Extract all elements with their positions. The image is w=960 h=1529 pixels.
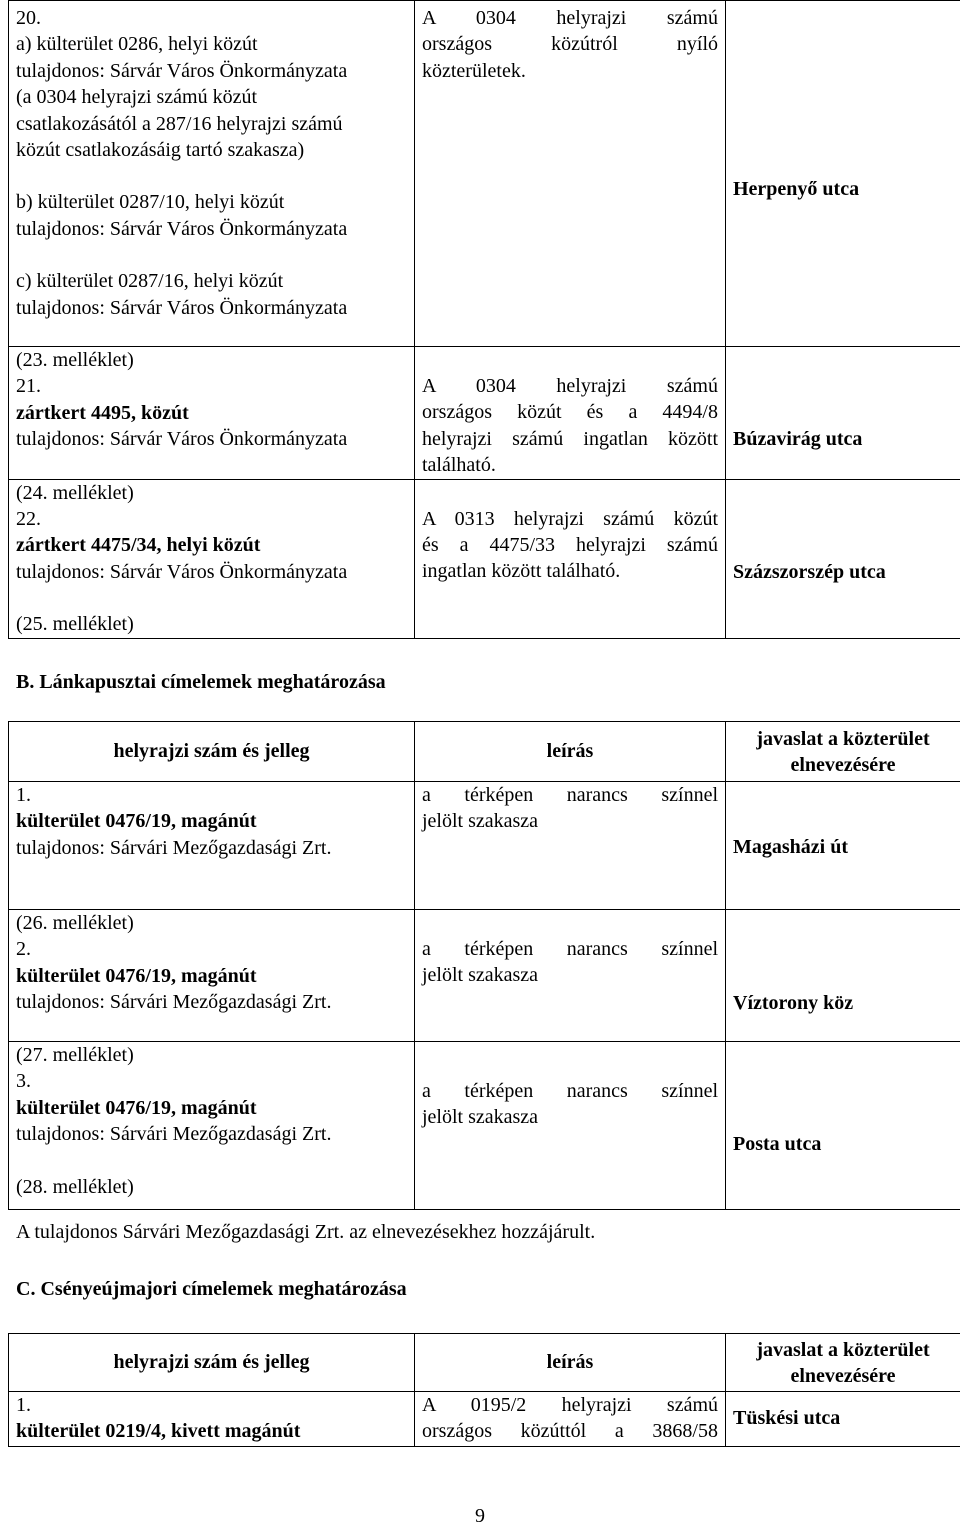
description-cell <box>415 910 726 1042</box>
table-row <box>9 479 960 638</box>
description-line: jelölt szakasza <box>422 962 718 988</box>
annex-label: (23. melléklet) <box>16 347 407 373</box>
description-line: helyrajzi számú ingatlan között <box>422 426 718 452</box>
column-header-label: javaslat a közterület <box>733 1337 953 1363</box>
item-c-owner: tulajdonos: Sárvár Város Önkormányzata <box>16 295 407 321</box>
description-cell <box>415 1042 726 1210</box>
annex-label: (25. melléklet) <box>16 611 407 637</box>
item-number: 21. <box>16 373 407 399</box>
item-a-note-line: közút csatlakozásáig tartó szakasza) <box>16 137 407 163</box>
owner-consent-note: A tulajdonos Sárvári Mezőgazdasági Zrt. az elnevezésekhez hozzájárult. <box>16 1219 595 1245</box>
column-header-label: helyrajzi szám és jelleg <box>113 1351 309 1373</box>
description-line: A 0195/2 helyrajzi számú <box>422 1392 718 1418</box>
description-line: közterületek. <box>422 58 718 84</box>
description-line: a térképen narancs színnel <box>422 936 718 962</box>
column-header-label: helyrajzi szám és jelleg <box>113 740 309 762</box>
column-header <box>9 1334 415 1392</box>
annex-label: (24. melléklet) <box>16 480 407 506</box>
page-number: 9 <box>0 1503 960 1529</box>
proposed-street-name: Magasházi út <box>733 834 953 860</box>
description-line: A 0304 helyrajzi számú <box>422 373 718 399</box>
name-cell <box>726 1 960 347</box>
item-cell <box>9 347 415 480</box>
column-header-label: leírás <box>547 1351 594 1373</box>
table-row <box>9 1 960 347</box>
proposed-street-name: Posta utca <box>733 1131 953 1157</box>
column-header <box>726 722 960 782</box>
item-owner: tulajdonos: Sárvári Mezőgazdasági Zrt. <box>16 1121 407 1147</box>
item-owner: tulajdonos: Sárvári Mezőgazdasági Zrt. <box>16 989 407 1015</box>
description-line: a térképen narancs színnel <box>422 1078 718 1104</box>
name-cell <box>726 479 960 638</box>
item-title: zártkert 4475/34, helyi közút <box>16 532 407 558</box>
table-row <box>9 782 960 910</box>
description-cell <box>415 479 726 638</box>
description-line: található. <box>422 452 718 478</box>
item-owner: tulajdonos: Sárvár Város Önkormányzata <box>16 426 407 452</box>
description-line: jelölt szakasza <box>422 1104 718 1130</box>
description-cell <box>415 347 726 480</box>
item-title: külterület 0476/19, magánút <box>16 808 407 834</box>
item-owner: tulajdonos: Sárvár Város Önkormányzata <box>16 559 407 585</box>
description-cell <box>415 1392 726 1447</box>
section-b-table <box>8 721 960 1210</box>
item-b-title: b) külterület 0287/10, helyi közút <box>16 189 407 215</box>
description-line: A 0313 helyrajzi számú közút <box>422 506 718 532</box>
item-number: 20. <box>16 5 407 31</box>
description-line: A 0304 helyrajzi számú <box>422 5 718 31</box>
column-header <box>415 1334 726 1392</box>
item-number: 1. <box>16 782 407 808</box>
description-cell <box>415 1 726 347</box>
item-number: 2. <box>16 936 407 962</box>
item-cell <box>9 1392 415 1447</box>
item-title: zártkert 4495, közút <box>16 400 407 426</box>
column-header-label: elnevezésére <box>733 1363 953 1389</box>
item-a-owner: tulajdonos: Sárvár Város Önkormányzata <box>16 58 407 84</box>
table-row <box>9 1042 960 1210</box>
item-cell <box>9 1 415 347</box>
column-header-label: javaslat a közterület <box>733 726 953 752</box>
road-table-top <box>8 0 960 639</box>
description-cell <box>415 782 726 910</box>
annex-label: (27. melléklet) <box>16 1042 407 1068</box>
item-title: külterület 0476/19, magánút <box>16 1095 407 1121</box>
column-header <box>415 722 726 782</box>
name-cell <box>726 910 960 1042</box>
item-cell <box>9 1042 415 1210</box>
table-row <box>9 347 960 480</box>
section-c-heading: C. Csényeújmajori címelemek meghatározása <box>16 1276 407 1302</box>
proposed-street-name: Százszorszép utca <box>733 559 953 585</box>
column-header <box>726 1334 960 1392</box>
item-number: 22. <box>16 506 407 532</box>
name-cell <box>726 347 960 480</box>
name-cell <box>726 1042 960 1210</box>
item-number: 1. <box>16 1392 407 1418</box>
proposed-street-name: Tüskési utca <box>733 1405 953 1431</box>
proposed-street-name: Víztorony köz <box>733 990 953 1016</box>
description-line: és a 4475/33 helyrajzi számú <box>422 532 718 558</box>
item-cell <box>9 782 415 910</box>
item-a-note-line: csatlakozásától a 287/16 helyrajzi számú <box>16 111 407 137</box>
item-title: külterület 0219/4, kivett magánút <box>16 1418 407 1444</box>
name-cell <box>726 1392 960 1447</box>
item-a-note-line: (a 0304 helyrajzi számú közút <box>16 84 407 110</box>
description-line: országos közútról nyíló <box>422 31 718 57</box>
description-line: jelölt szakasza <box>422 808 718 834</box>
description-line: ingatlan között található. <box>422 558 718 584</box>
column-header-label: leírás <box>547 740 594 762</box>
description-line: a térképen narancs színnel <box>422 782 718 808</box>
item-a-title: a) külterület 0286, helyi közút <box>16 31 407 57</box>
section-c-table <box>8 1333 960 1447</box>
table-row <box>9 910 960 1042</box>
item-cell <box>9 910 415 1042</box>
table-header-row <box>9 1334 960 1392</box>
annex-label: (28. melléklet) <box>16 1174 407 1200</box>
name-cell <box>726 782 960 910</box>
column-header <box>9 722 415 782</box>
item-cell <box>9 479 415 638</box>
proposed-street-name: Búzavirág utca <box>733 426 953 452</box>
item-c-title: c) külterület 0287/16, helyi közút <box>16 268 407 294</box>
item-number: 3. <box>16 1068 407 1094</box>
proposed-street-name: Herpenyő utca <box>733 176 953 202</box>
section-b-heading: B. Lánkapusztai címelemek meghatározása <box>16 669 386 695</box>
item-owner: tulajdonos: Sárvári Mezőgazdasági Zrt. <box>16 835 407 861</box>
item-b-owner: tulajdonos: Sárvár Város Önkormányzata <box>16 216 407 242</box>
table-row <box>9 1392 960 1447</box>
description-line: országos közút és a 4494/8 <box>422 399 718 425</box>
item-title: külterület 0476/19, magánút <box>16 963 407 989</box>
column-header-label: elnevezésére <box>733 752 953 778</box>
annex-label: (26. melléklet) <box>16 910 407 936</box>
description-line: országos közúttól a 3868/58 <box>422 1418 718 1444</box>
table-header-row <box>9 722 960 782</box>
